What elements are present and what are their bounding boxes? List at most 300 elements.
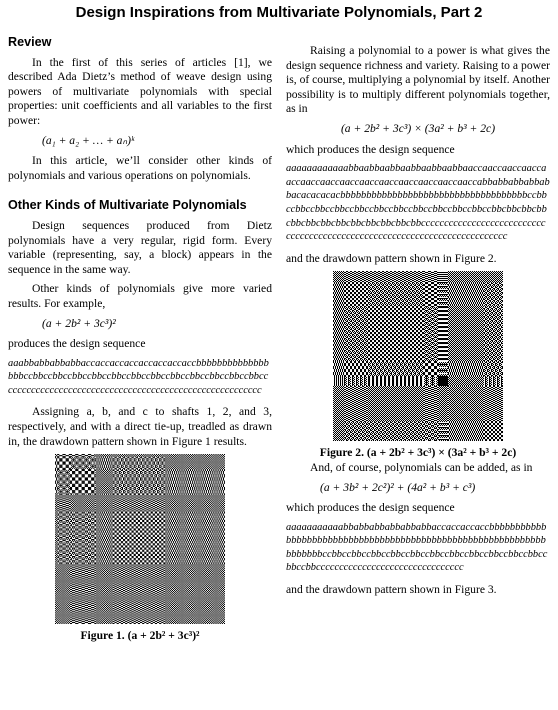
- figure-1-cell-run: [217, 457, 218, 458]
- figure-1-cell-run: [184, 505, 185, 506]
- figure-1-cell-run: [76, 528, 77, 529]
- figure-1-cell-run: [102, 459, 103, 460]
- figure-1-cell-run: [140, 468, 142, 469]
- figure-1-cell-run: [125, 497, 127, 498]
- figure-1-cell-run: [207, 477, 208, 478]
- figure-1-cell-run: [103, 464, 104, 465]
- figure-1-cell-run: [198, 537, 199, 538]
- figure-1-cell-run: [58, 522, 59, 523]
- figure-1-cell-run: [77, 461, 78, 462]
- figure-1-cell-run: [186, 476, 187, 477]
- figure-1-cell-run: [193, 496, 194, 497]
- figure-1-cell-run: [108, 459, 109, 460]
- figure-1-cell-run: [175, 463, 176, 464]
- figure-1-cell-run: [91, 500, 92, 501]
- figure-1-cell-run: [157, 485, 158, 486]
- figure-1-cell-run: [186, 517, 187, 518]
- figure-1-cell-run: [167, 476, 168, 477]
- figure-1-cell-run: [187, 496, 188, 497]
- figure-1-cell-run: [184, 488, 185, 489]
- figure-1-cell-run: [220, 482, 221, 483]
- figure-1-cell-run: [125, 530, 127, 531]
- figure-1-cell-run: [132, 473, 134, 474]
- figure-1-cell-run: [180, 498, 181, 499]
- figure-1-cell-run: [221, 496, 222, 497]
- figure-1-cell-run: [76, 464, 77, 465]
- figure-1-cell-run: [178, 490, 179, 491]
- figure-1-cell-run: [144, 508, 146, 509]
- figure-1-cell-run: [134, 507, 136, 508]
- figure-1-cell-run: [83, 506, 84, 507]
- figure-1-cell-run: [79, 505, 80, 506]
- figure-1-cell-run: [123, 514, 125, 515]
- figure-1-cell-run: [214, 508, 215, 509]
- figure-1-cell-run: [203, 501, 204, 502]
- figure-1-cell-run: [83, 536, 84, 537]
- figure-1-cell-run: [125, 524, 127, 525]
- figure-1-cell-run: [169, 530, 170, 531]
- figure-1-cell-run: [200, 515, 201, 516]
- figure-1-cell-run: [57, 525, 58, 526]
- figure-1-cell-run: [212, 498, 213, 499]
- figure-1-cell-run: [146, 512, 148, 513]
- figure-1-cell-run: [104, 524, 105, 525]
- figure-1-cell-run: [59, 517, 60, 518]
- figure-1-cell-run: [95, 455, 96, 456]
- figure-1-cell-run: [192, 505, 193, 506]
- figure-1-cell-run: [176, 466, 177, 467]
- figure-1-cell-run: [175, 505, 176, 506]
- figure-1-cell-run: [88, 494, 91, 495]
- figure-1-cell-run: [132, 496, 134, 497]
- figure-1-cell-run: [219, 466, 220, 467]
- figure-1-cell-run: [153, 519, 155, 520]
- figure-1-cell-run: [153, 531, 155, 532]
- figure-1-cell-run: [215, 476, 216, 477]
- figure-1-cell-run: [206, 464, 207, 465]
- figure-1-cell-run: [217, 468, 218, 469]
- figure-1-cell-run: [211, 469, 212, 470]
- figure-1-cell-run: [85, 466, 88, 467]
- figure-1-cell-run: [125, 516, 127, 517]
- figure-1-cell-run: [119, 486, 121, 487]
- figure-1-cell-run: [211, 524, 212, 525]
- figure-1-cell-run: [117, 499, 119, 500]
- figure-1-cell-run: [222, 481, 223, 482]
- figure-1-cell-run: [173, 534, 174, 535]
- figure-1-cell-run: [166, 468, 167, 469]
- figure-1-cell-run: [217, 506, 218, 507]
- figure-1-cell-run: [123, 457, 125, 458]
- figure-1-cell-run: [96, 506, 97, 507]
- figure-1-cell-run: [140, 493, 142, 494]
- figure-1-cell-run: [90, 516, 91, 517]
- figure-1-cell-run: [79, 512, 80, 513]
- figure-1-cell-run: [90, 495, 91, 496]
- figure-1-cell-run: [103, 515, 104, 516]
- figure-1-cell-run: [173, 463, 174, 464]
- figure-1-cell-run: [202, 479, 203, 480]
- figure-1-cell-run: [212, 485, 213, 486]
- figure-1-cell-run: [202, 471, 203, 472]
- figure-1-cell-run: [92, 497, 93, 498]
- figure-1-cell-run: [161, 523, 163, 524]
- figure-1-cell-run: [112, 466, 113, 467]
- figure-1-cell-run: [153, 522, 155, 523]
- figure-1-cell-run: [173, 505, 174, 506]
- figure-1-cell-run: [153, 506, 155, 507]
- figure-1-cell-run: [194, 482, 195, 483]
- figure-1-cell-run: [155, 483, 157, 484]
- figure-1-cell-run: [55, 462, 56, 463]
- figure-1-cell-run: [197, 498, 198, 499]
- figure-1-cell-run: [210, 508, 211, 509]
- figure-1-cell-run: [178, 496, 179, 497]
- figure-1-cell-run: [173, 489, 174, 490]
- figure-1-cell-run: [119, 518, 121, 519]
- figure-1-cell-run: [109, 528, 110, 529]
- figure-1-cell-run: [105, 471, 106, 472]
- figure-1-cell-run: [116, 454, 117, 455]
- figure-1-cell-run: [66, 460, 69, 461]
- figure-1-cell-run: [107, 463, 108, 464]
- figure-1-cell-run: [224, 488, 225, 489]
- figure-1-cell-run: [57, 494, 58, 495]
- figure-1-cell-run: [65, 484, 66, 485]
- figure-1-cell-run: [96, 457, 97, 458]
- figure-1-cell-run: [113, 456, 114, 457]
- figure-1-cell-run: [112, 467, 114, 468]
- figure-1-cell-run: [198, 517, 199, 518]
- figure-1-cell-run: [212, 468, 213, 469]
- figure-1-cell-run: [221, 536, 222, 537]
- figure-1-cell-run: [78, 479, 81, 480]
- figure-1-cell-run: [175, 474, 176, 475]
- figure-1-cell-run: [99, 527, 100, 528]
- figure-1-cell-run: [180, 500, 181, 501]
- figure-1-cell-run: [205, 469, 206, 470]
- figure-1-cell-run: [100, 499, 101, 500]
- figure-1-cell-run: [180, 514, 181, 515]
- figure-1-cell-run: [69, 508, 71, 509]
- figure-1-cell-run: [201, 501, 202, 502]
- figure-1-cell-run: [107, 476, 108, 477]
- figure-1-cell-run: [206, 471, 207, 472]
- figure-1-cell-run: [72, 523, 73, 524]
- figure-1-cell-run: [180, 508, 181, 509]
- figure-1-cell-run: [188, 530, 189, 531]
- figure-1-cell-run: [211, 529, 212, 530]
- figure-1-cell-run: [65, 518, 66, 519]
- figure-1-cell-run: [194, 483, 195, 484]
- figure-1-cell-run: [62, 456, 65, 457]
- figure-1-cell-run: [218, 465, 219, 466]
- figure-1-cell-run: [179, 463, 180, 464]
- figure-1-cell-run: [81, 536, 82, 537]
- figure-1-cell-run: [189, 514, 190, 515]
- figure-1-cell-run: [129, 520, 131, 521]
- figure-1-cell-run: [105, 464, 106, 465]
- figure-1-cell-run: [163, 467, 165, 468]
- figure-1-cell-run: [196, 487, 197, 488]
- figure-1-cell-run: [161, 531, 163, 532]
- figure-1-cell-run: [208, 531, 209, 532]
- figure-1-cell-run: [134, 530, 136, 531]
- figure-1-cell-run: [107, 484, 108, 485]
- figure-1-cell-run: [194, 513, 195, 514]
- figure-1-cell-run: [66, 485, 69, 486]
- figure-1-cell-run: [163, 513, 165, 514]
- figure-1-cell-run: [135, 482, 136, 483]
- figure-1-cell-run: [127, 500, 129, 501]
- figure-1-cell-run: [190, 482, 191, 483]
- figure-1-cell-run: [121, 470, 123, 471]
- figure-1-cell-run: [181, 467, 182, 468]
- figure-1-cell-run: [115, 479, 116, 480]
- figure-1-cell-run: [149, 508, 151, 509]
- figure-1-cell-run: [174, 531, 175, 532]
- figure-1-cell-run: [109, 476, 110, 477]
- figure-1-cell-run: [173, 520, 174, 521]
- figure-1-cell-run: [191, 515, 192, 516]
- figure-1-cell-run: [106, 529, 107, 530]
- figure-1-cell-run: [78, 485, 81, 486]
- figure-1-cell-run: [85, 486, 88, 487]
- figure-1-cell-run: [194, 499, 195, 500]
- figure-1-cell-run: [144, 479, 145, 480]
- figure-1-cell-run: [203, 510, 204, 511]
- figure-1-cell-run: [161, 496, 163, 497]
- figure-1-cell-run: [94, 533, 96, 534]
- figure-1-cell-run: [209, 467, 210, 468]
- figure-1-cell-run: [56, 522, 57, 523]
- figure-1-cell-run: [117, 461, 119, 462]
- figure-1-cell-run: [111, 523, 112, 524]
- figure-1-cell-run: [224, 520, 225, 521]
- figure-1-cell-run: [101, 493, 102, 494]
- figure-1-cell-run: [170, 518, 171, 519]
- figure-1-cell-run: [78, 471, 81, 472]
- figure-1-cell-run: [211, 456, 212, 457]
- figure-1-cell-run: [181, 530, 182, 531]
- figure-1-cell-run: [223, 519, 224, 520]
- figure-1-cell-run: [220, 483, 221, 484]
- figure-1-cell-run: [65, 531, 66, 532]
- figure-1-cell-run: [167, 495, 168, 496]
- figure-1-cell-run: [123, 473, 125, 474]
- figure-1-cell-run: [213, 530, 214, 531]
- figure-1-cell-run: [112, 525, 114, 526]
- figure-1-cell-run: [218, 483, 219, 484]
- figure-1-cell-run: [108, 499, 109, 500]
- figure-1-cell-run: [189, 506, 190, 507]
- figure-1-cell-run: [59, 525, 60, 526]
- figure-1-cell-run: [194, 481, 195, 482]
- figure-1-cell-run: [91, 455, 94, 456]
- figure-1-cell-run: [176, 536, 177, 537]
- figure-1-cell-run: [191, 460, 192, 461]
- figure-1-cell-run: [197, 536, 198, 537]
- figure-1-cell-run: [146, 537, 148, 538]
- figure-1-cell-run: [195, 464, 196, 465]
- figure-1-cell-run: [142, 530, 144, 531]
- figure-1-cell-run: [109, 493, 110, 494]
- figure-1-cell-run: [104, 491, 105, 492]
- figure-1-cell-run: [208, 536, 209, 537]
- figure-1-cell-run: [163, 459, 165, 460]
- figure-1-cell-run: [56, 461, 57, 462]
- figure-1-cell-run: [101, 536, 102, 537]
- figure-1-cell-run: [176, 490, 177, 491]
- figure-1-cell-run: [179, 470, 180, 471]
- figure-1-cell-run: [191, 496, 192, 497]
- figure-1-cell-run: [117, 477, 119, 478]
- figure-1-cell-run: [104, 501, 105, 502]
- figure-1-cell-run: [210, 484, 211, 485]
- figure-1-cell-run: [142, 537, 144, 538]
- figure-1-cell-run: [175, 495, 176, 496]
- figure-1-cell-run: [110, 530, 111, 531]
- figure-1-cell-run: [106, 507, 107, 508]
- figure-1-cell-run: [135, 454, 136, 455]
- figure-1-cell-run: [111, 514, 112, 515]
- figure-1-cell-run: [198, 497, 199, 498]
- figure-1-cell-run: [127, 486, 129, 487]
- figure-1-cell-run: [105, 502, 106, 503]
- figure-1-cell-run: [202, 508, 203, 509]
- figure-1-cell-run: [59, 534, 60, 535]
- figure-1-cell-run: [110, 501, 111, 502]
- figure-1-cell-run: [190, 495, 191, 496]
- figure-1-cell-run: [119, 523, 121, 524]
- figure-1-cell-run: [172, 464, 173, 465]
- figure-1-cell-run: [153, 457, 155, 458]
- figure-1-cell-run: [96, 528, 97, 529]
- figure-1-cell-run: [196, 456, 197, 457]
- figure-1-cell-run: [100, 537, 101, 538]
- figure-1-cell-run: [90, 465, 91, 466]
- figure-1-cell-run: [88, 459, 89, 460]
- figure-1-cell-run: [123, 478, 125, 479]
- figure-1-cell-run: [222, 465, 223, 466]
- figure-1-cell-run: [174, 522, 175, 523]
- figure-1-cell-run: [180, 506, 181, 507]
- figure-1-cell-run: [185, 493, 186, 494]
- figure-1-cell-run: [107, 480, 108, 481]
- figure-1-cell-run: [222, 476, 223, 477]
- figure-1-cell-run: [215, 469, 216, 470]
- figure-1-cell-run: [208, 496, 209, 497]
- figure-1-cell-run: [146, 530, 148, 531]
- figure-1-cell-run: [219, 515, 220, 516]
- figure-1-cell-run: [172, 500, 173, 501]
- figure-1-cell-run: [55, 530, 56, 531]
- figure-1-cell-run: [121, 466, 122, 467]
- figure-1-cell-run: [173, 483, 174, 484]
- figure-1-cell-run: [204, 506, 205, 507]
- figure-1-cell-run: [102, 474, 103, 475]
- figure-1-cell-run: [57, 477, 58, 478]
- figure-1-cell-run: [178, 466, 179, 467]
- figure-1-cell-run: [55, 489, 56, 490]
- figure-1-cell-run: [123, 536, 125, 537]
- figure-1-cell-run: [209, 454, 210, 455]
- figure-1-cell-run: [125, 460, 126, 461]
- figure-1-cell-run: [222, 529, 223, 530]
- figure-1-cell-run: [206, 457, 207, 458]
- figure-1-cell-run: [142, 472, 143, 473]
- figure-1-cell-run: [213, 524, 214, 525]
- figure-1-cell-run: [98, 525, 99, 526]
- figure-1-cell-run: [212, 455, 213, 456]
- figure-1-cell-run: [96, 469, 97, 470]
- figure-1-cell-run: [83, 468, 84, 469]
- figure-1-cell-run: [84, 459, 85, 460]
- figure-1-cell-run: [84, 520, 85, 521]
- figure-1-cell-run: [220, 516, 221, 517]
- figure-1-cell-run: [56, 518, 57, 519]
- figure-1-cell-run: [168, 508, 169, 509]
- figure-1-cell-run: [127, 491, 128, 492]
- figure-1-cell-run: [175, 499, 176, 500]
- figure-1-cell-run: [168, 466, 169, 467]
- figure-1-cell-run: [112, 495, 114, 496]
- figure-1-cell-run: [98, 538, 99, 539]
- figure-1-cell-run: [175, 482, 176, 483]
- figure-1-cell-run: [172, 460, 173, 461]
- figure-1-cell-run: [188, 534, 189, 535]
- figure-1-cell-run: [112, 503, 114, 504]
- figure-1-cell-run: [139, 476, 140, 477]
- figure-1-cell-run: [59, 461, 62, 462]
- figure-1-cell-run: [77, 497, 78, 498]
- figure-1-cell-run: [96, 478, 97, 479]
- left-column: [8, 35, 272, 644]
- figure-1-cell-run: [166, 528, 167, 529]
- figure-1-cell-run: [135, 469, 136, 470]
- figure-1-cell-run: [107, 518, 108, 519]
- figure-1-cell-run: [140, 498, 142, 499]
- figure-1-cell-run: [169, 469, 170, 470]
- figure-1-cell-run: [139, 456, 140, 457]
- figure-1-cell-run: [138, 510, 140, 511]
- figure-1-cell-run: [76, 506, 77, 507]
- figure-1-cell-run: [202, 523, 203, 524]
- figure-1-cell-run: [74, 504, 75, 505]
- figure-1-cell-run: [115, 536, 117, 537]
- figure-1-cell-run: [170, 514, 171, 515]
- figure-1-cell-run: [119, 473, 121, 474]
- figure-1-cell-run: [207, 537, 208, 538]
- figure-1-cell-run: [207, 461, 208, 462]
- figure-1-cell-run: [121, 474, 123, 475]
- figure-1-cell-run: [198, 461, 199, 462]
- figure-1-cell-run: [66, 538, 67, 539]
- figure-1-cell-run: [188, 512, 189, 513]
- figure-1-cell-run: [187, 504, 188, 505]
- figure-1-cell-run: [206, 466, 207, 467]
- figure-1-cell-run: [193, 511, 194, 512]
- figure-1-cell-run: [206, 532, 207, 533]
- figure-1-cell-run: [85, 493, 88, 494]
- figure-1-cell-run: [106, 472, 107, 473]
- figure-1-cell-run: [55, 487, 56, 488]
- figure-1-cell-run: [136, 502, 138, 503]
- figure-1-cell-run: [144, 519, 146, 520]
- figure-1-cell-run: [191, 493, 192, 494]
- figure-1-cell-run: [205, 533, 206, 534]
- figure-1-cell-run: [157, 491, 158, 492]
